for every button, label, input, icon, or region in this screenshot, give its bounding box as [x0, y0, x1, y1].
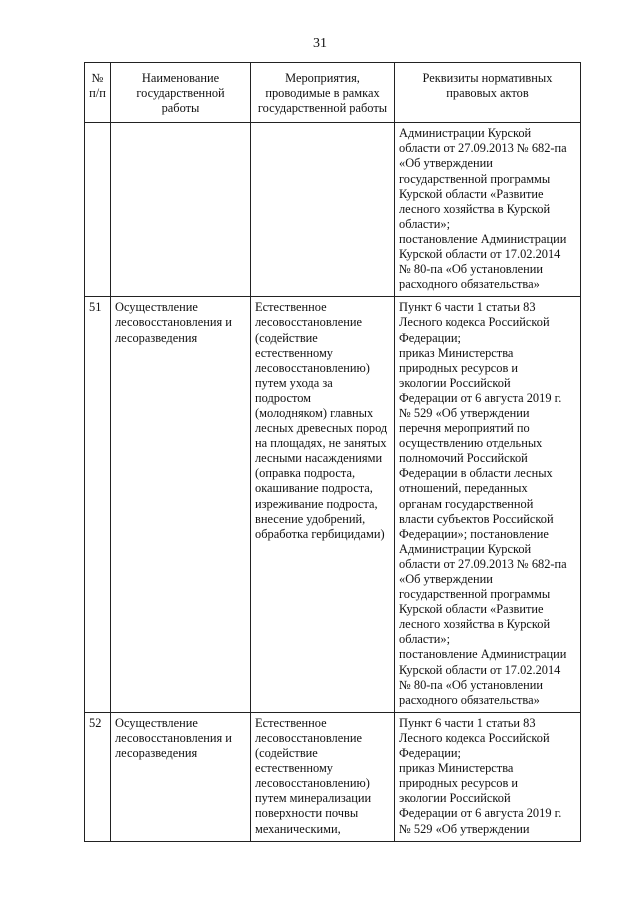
cell-text-line: (содействие: [255, 746, 318, 761]
cell-text-line: области»;: [399, 216, 451, 231]
cell-text-line: осуществлению отдельных: [399, 436, 543, 451]
cell-text-line: Федерации;: [399, 330, 461, 345]
cell-text-line: Лесного кодекса Российской: [399, 730, 550, 745]
page-number: 31: [313, 36, 327, 51]
cell-text-line: подростом: [255, 390, 312, 405]
cell-text-line: внесение удобрений,: [255, 511, 366, 526]
cell-text-line: изреживание подроста,: [255, 496, 378, 511]
cell-text-line: Федерации»; постановление: [399, 526, 549, 541]
cell-text-line: Курской области «Развитие: [399, 602, 544, 617]
cell-text-line: (содействие: [255, 330, 318, 345]
cell-text-line: перечня мероприятий по: [399, 421, 530, 436]
cell-num: 51: [85, 297, 111, 713]
cell-text-line: экологии Российской: [399, 791, 511, 806]
cell-name: [111, 297, 251, 713]
cell-text-line: постановление Администрации: [399, 231, 567, 246]
table-row: [85, 712, 581, 841]
cell-activities: [251, 297, 395, 713]
cell-text-line: (оправка подроста,: [255, 466, 356, 481]
cell-text-line: лесовосстановления и: [115, 315, 232, 330]
cell-text-line: лесовосстановление: [255, 315, 362, 330]
cell-text-line: Курской области «Развитие: [399, 186, 544, 201]
cell-num: 52: [85, 712, 111, 841]
cell-text-line: путем ухода за: [255, 375, 333, 390]
cell-text-line: Федерации от 6 августа 2019 г.: [399, 390, 562, 405]
cell-text-line: природных ресурсов и: [399, 776, 519, 791]
cell-text-line: на площадях, не занятых: [255, 436, 387, 451]
cell-text-line: лесовосстановлению): [255, 360, 370, 375]
cell-text-line: государственной программы: [399, 587, 551, 602]
cell-text-line: № 80-па «Об установлении: [399, 262, 544, 277]
cell-activities: [251, 712, 395, 841]
cell-text-line: государственной программы: [399, 171, 551, 186]
cell-text-line: Лесного кодекса Российской: [399, 315, 550, 330]
cell-text-line: (молодняком) главных: [255, 405, 374, 420]
cell-text-line: № 529 «Об утверждении: [399, 405, 530, 420]
cell-text-line: Курской области от 17.02.2014: [399, 247, 561, 262]
cell-text-line: отношений, переданных: [399, 481, 528, 496]
cell-text-line: полномочий Российской: [399, 451, 528, 466]
cell-acts: [395, 123, 581, 297]
cell-text-line: лесными насаждениями: [255, 451, 383, 466]
cell-text-line: Осуществление: [115, 715, 198, 730]
cell-text-line: лесоразведения: [115, 746, 198, 761]
table-row: [85, 297, 581, 713]
header-acts: Реквизиты нормативных правовых актов: [395, 63, 581, 123]
cell-text-line: области от 27.09.2013 № 682-па: [399, 556, 567, 571]
cell-text-line: лесоразведения: [115, 330, 198, 345]
table-header-row: [85, 63, 581, 123]
cell-text-line: лесного хозяйства в Курской: [399, 617, 551, 632]
header-activities: Мероприятия, проводимые в рамках государственной работы: [251, 63, 395, 123]
cell-text-line: Администрации Курской: [399, 126, 532, 141]
cell-name: [111, 123, 251, 297]
cell-text-line: расходного обязательства»: [399, 277, 540, 292]
cell-text-line: «Об утверждении: [399, 156, 493, 171]
cell-text-line: «Об утверждении: [399, 572, 493, 586]
cell-text-line: постановление Администрации: [399, 647, 567, 662]
cell-text-line: лесного хозяйства в Курской: [399, 201, 551, 216]
cell-text-line: № 529 «Об утверждении: [399, 821, 530, 836]
cell-text-line: Пункт 6 части 1 статьи 83: [399, 300, 536, 315]
cell-text-line: Естественное: [255, 300, 327, 315]
cell-text-line: области»;: [399, 632, 451, 647]
cell-text-line: Естественное: [255, 715, 327, 730]
cell-text-line: области от 27.09.2013 № 682-па: [399, 141, 567, 156]
cell-name: [111, 712, 251, 841]
header-num: № п/п: [85, 63, 111, 123]
cell-num: [85, 123, 111, 297]
cell-text-line: Пункт 6 части 1 статьи 83: [399, 715, 536, 730]
cell-acts: [395, 712, 581, 841]
cell-text-line: приказ Министерства: [399, 761, 514, 776]
cell-text-line: путем минерализации: [255, 791, 372, 806]
cell-text-line: Администрации Курской: [399, 541, 532, 556]
cell-text-line: обработка гербицидами): [255, 526, 385, 541]
cell-acts: [395, 297, 581, 713]
cell-text-line: органам государственной: [399, 496, 534, 511]
cell-text-line: естественному: [255, 345, 333, 360]
header-name: Наименование государственной работы: [111, 63, 251, 123]
cell-text-line: лесовосстановления и: [115, 730, 232, 745]
works-table: [84, 62, 581, 842]
cell-text-line: лесовосстановлению): [255, 776, 370, 791]
cell-text-line: природных ресурсов и: [399, 360, 519, 375]
cell-text-line: Федерации в области лесных: [399, 466, 553, 481]
cell-text-line: расходного обязательства»: [399, 692, 540, 707]
table-row-continuation: [85, 123, 581, 297]
cell-text-line: Федерации от 6 августа 2019 г.: [399, 806, 562, 821]
cell-text-line: механическими,: [255, 821, 341, 836]
cell-text-line: № 80-па «Об установлении: [399, 677, 544, 692]
cell-text-line: Осуществление: [115, 300, 198, 315]
cell-text-line: власти субъектов Российской: [399, 511, 554, 526]
cell-text-line: естественному: [255, 761, 333, 776]
cell-text-line: окашивание подроста,: [255, 481, 373, 496]
cell-text-line: лесовосстановление: [255, 730, 362, 745]
cell-text-line: лесных древесных пород: [255, 421, 388, 436]
cell-activities: [251, 123, 395, 297]
cell-text-line: приказ Министерства: [399, 345, 514, 360]
cell-text-line: Федерации;: [399, 746, 461, 761]
cell-text-line: экологии Российской: [399, 375, 511, 390]
cell-text-line: Курской области от 17.02.2014: [399, 662, 561, 677]
cell-text-line: поверхности почвы: [255, 806, 359, 821]
